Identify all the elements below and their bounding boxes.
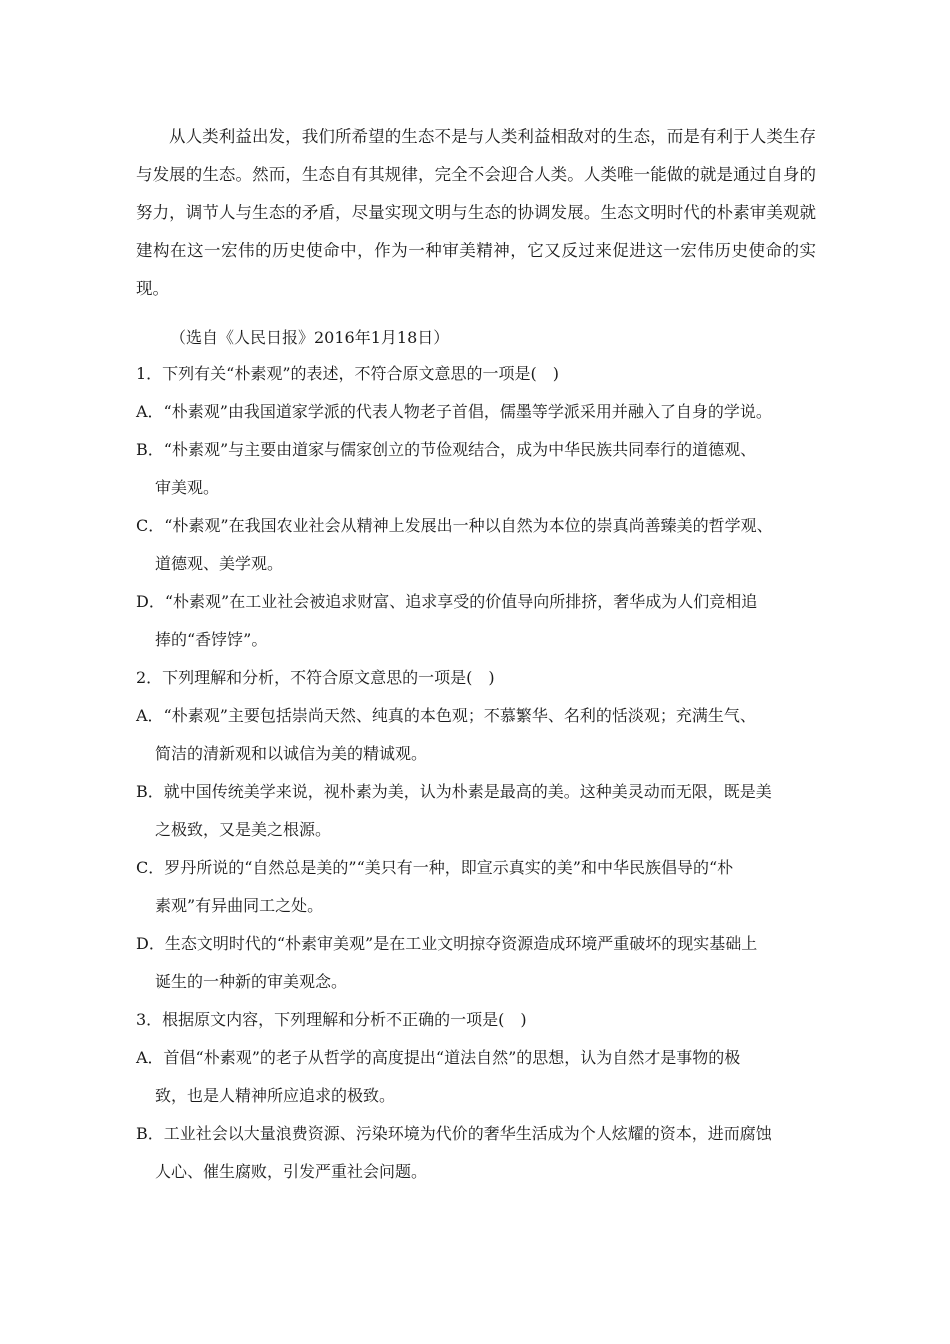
question-2-option-c: C．罗丹所说的“自然总是美的”“美只有一种，即宣示真实的美”和中华民族倡导的“朴 bbox=[136, 858, 734, 877]
question-2-option-d: D．生态文明时代的“朴素审美观”是在工业文明掠夺资源造成环境严重破坏的现实基础上 bbox=[136, 934, 758, 953]
question-3-option-b: B．工业社会以大量浪费资源、污染环境为代价的奢华生活成为个人炫耀的资本，进而腐蚀 bbox=[136, 1124, 772, 1143]
question-2-option-b: B．就中国传统美学来说，视朴素为美，认为朴素是最高的美。这种美灵动而无限，既是美 bbox=[136, 782, 772, 801]
question-1-option-c: C．“朴素观”在我国农业社会从精神上发展出一种以自然为本位的崇真尚善臻美的哲学观、 bbox=[136, 516, 773, 535]
question-2-option-b-cont: 之极致，又是美之根源。 bbox=[155, 820, 332, 839]
question-2-stem: 2．下列理解和分析，不符合原文意思的一项是( ) bbox=[136, 668, 495, 687]
passage-source: （选自《人民日报》2016年1月18日） bbox=[170, 328, 450, 347]
question-1-option-a: A．“朴素观”由我国道家学派的代表人物老子首倡，儒墨等学派采用并融入了自身的学说。 bbox=[136, 402, 772, 421]
question-1-option-d: D．“朴素观”在工业社会被追求财富、追求享受的价值导向所排挤，奢华成为人们竞相追 bbox=[136, 592, 758, 611]
question-1-option-c-cont: 道德观、美学观。 bbox=[155, 554, 284, 573]
question-2-option-c-cont: 素观”有异曲同工之处。 bbox=[155, 896, 324, 915]
question-1-option-b-cont: 审美观。 bbox=[155, 478, 220, 497]
question-2-option-a-cont: 简洁的清新观和以诚信为美的精诚观。 bbox=[155, 744, 428, 763]
question-3-option-a-cont: 致，也是人精神所应追求的极致。 bbox=[155, 1086, 396, 1105]
question-1-stem: 1．下列有关“朴素观”的表述，不符合原文意思的一项是( ) bbox=[136, 364, 560, 383]
question-3-option-b-cont: 人心、催生腐败，引发严重社会问题。 bbox=[155, 1162, 428, 1181]
question-1-option-d-cont: 捧的“香饽饽”。 bbox=[155, 630, 268, 649]
question-2-option-d-cont: 诞生的一种新的审美观念。 bbox=[155, 972, 348, 991]
passage-paragraph: 从人类利益出发，我们所希望的生态不是与人类利益相敌对的生态，而是有利于人类生存与发展的生态。然而，生态自有其规律，完全不会迎合人类。人类唯一能做的就是通过自身的努力，调节人与生态的矛盾，尽量实现文明与生态的协调发展。生态文明时代的朴素审美观就建构在这一宏伟的历史使命中，作为一种审美精神，它又反过来促进这一宏伟历史使命的实现。 bbox=[136, 127, 816, 298]
question-3-stem: 3．根据原文内容，下列理解和分析不正确的一项是( ) bbox=[136, 1010, 527, 1029]
question-3-option-a: A．首倡“朴素观”的老子从哲学的高度提出“道法自然”的思想，认为自然才是事物的极 bbox=[136, 1048, 741, 1067]
question-1-option-b: B．“朴素观”与主要由道家与儒家创立的节俭观结合，成为中华民族共同奉行的道德观、 bbox=[136, 440, 757, 459]
question-2-option-a: A．“朴素观”主要包括崇尚天然、纯真的本色观；不慕繁华、名利的恬淡观；充满生气、 bbox=[136, 706, 756, 725]
